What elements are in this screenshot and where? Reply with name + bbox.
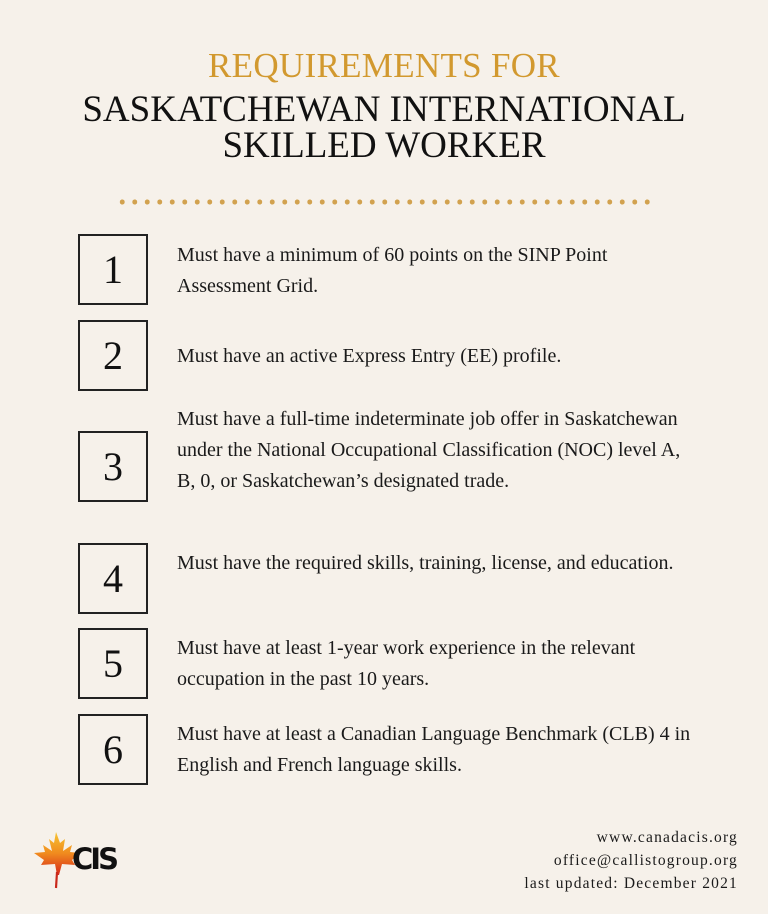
requirement-number-box: 3 — [78, 431, 148, 502]
requirement-number-box: 1 — [78, 234, 148, 305]
requirement-number-box: 4 — [78, 543, 148, 614]
requirement-text: Must have a minimum of 60 points on the SINP Point Assessment Grid. — [177, 244, 608, 297]
cis-logo — [28, 828, 118, 890]
page-subtitle: REQUIREMENTS FOR — [208, 46, 560, 85]
footer-last-updated: last updated: December 2021 — [524, 875, 738, 892]
requirement-text: Must have a full-time indeterminate job offer in Saskatchewan under the National Occupational Classification (NOC) level A, B, 0, or Saskatchewan’s designated trade. — [177, 408, 681, 492]
footer-email-link[interactable]: office@callistogroup.org — [553, 852, 738, 869]
page-title — [0, 89, 768, 166]
requirement-number-box: 6 — [78, 714, 148, 785]
requirement-text: Must have the required skills, training, license, and education. — [177, 552, 674, 574]
requirement-text: Must have at least 1-year work experience in the relevant occupation in the past 10 years. — [177, 637, 636, 690]
requirement-text: Must have at least a Canadian Language Benchmark (CLB) 4 in English and French language skills. — [177, 723, 691, 776]
requirement-number-box: 5 — [78, 628, 148, 699]
dotted-divider — [116, 198, 652, 206]
title-line-2: SKILLED WORKER — [222, 125, 546, 166]
title-line-1: SASKATCHEWAN INTERNATIONAL — [82, 89, 686, 130]
logo-text: CIS — [72, 842, 116, 876]
footer-info — [524, 826, 738, 895]
requirement-number-box: 2 — [78, 320, 148, 391]
requirement-text: Must have an active Express Entry (EE) profile. — [177, 345, 562, 367]
footer-website-link[interactable]: www.canadacis.org — [596, 829, 738, 846]
